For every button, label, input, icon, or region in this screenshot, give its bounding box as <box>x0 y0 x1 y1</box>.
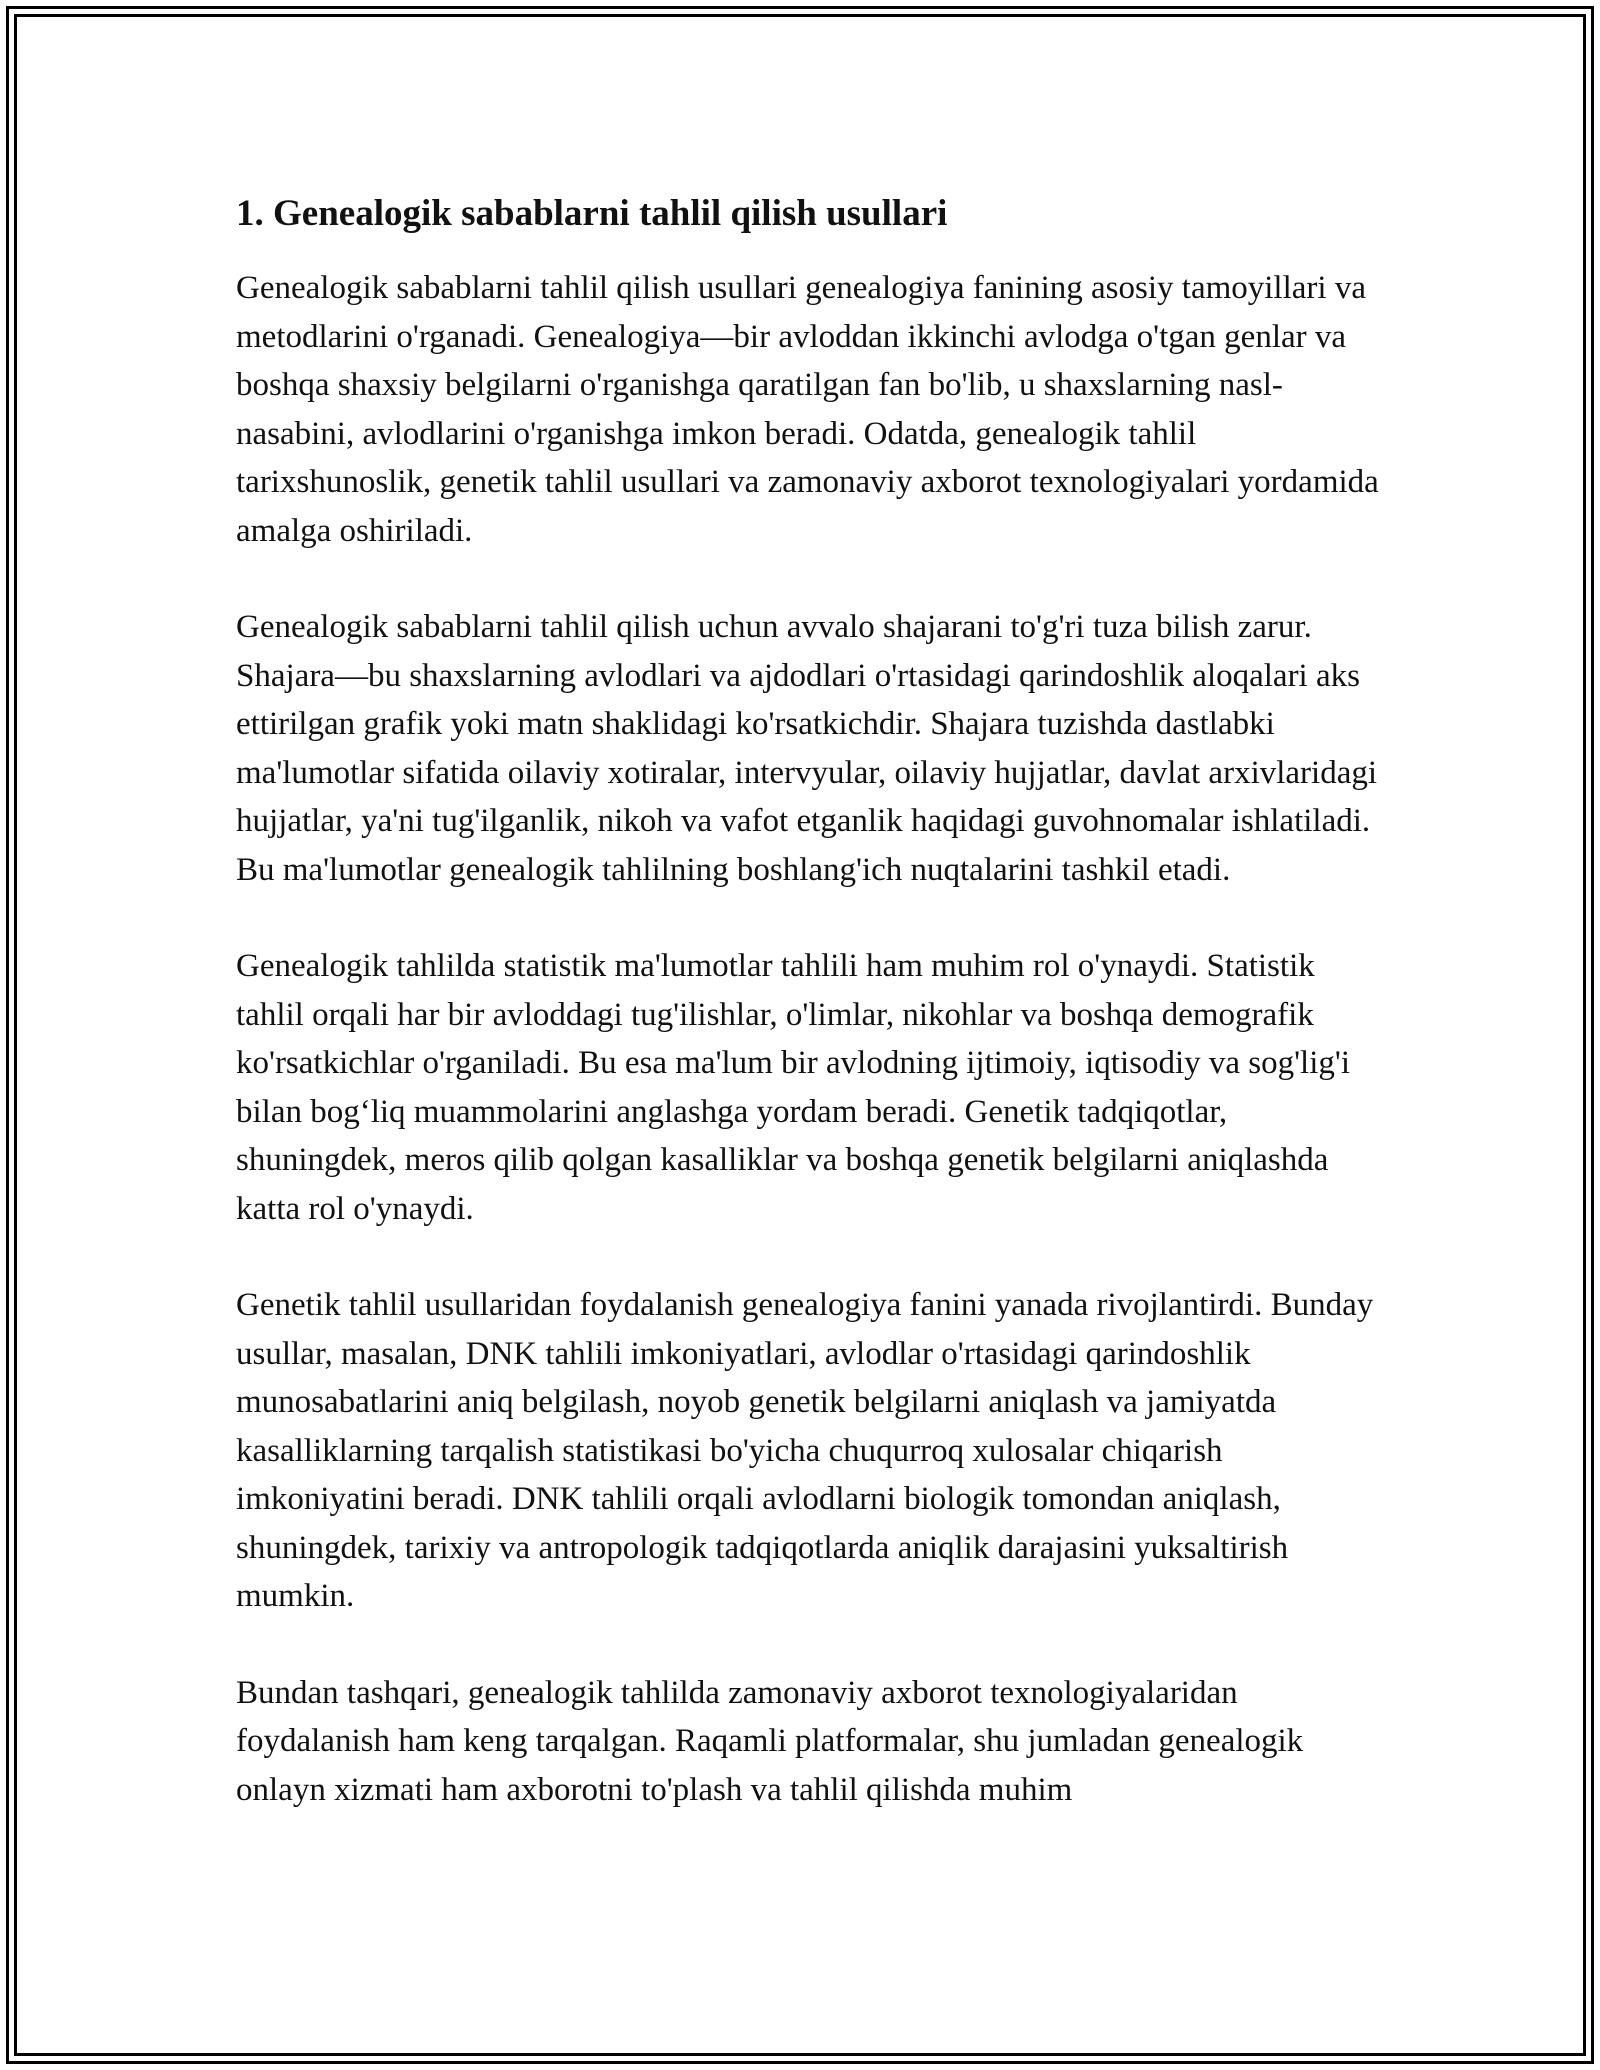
paragraph-4: Genetik tahlil usullaridan foydalanish genealogiya fanini yanada rivojlantirdi. Bunday usullar, masalan, DNK tahlili imkoniyatlari, avlodlar o'rtasidagi qarindoshlik munosabatlarini aniq belgilash, noyob genetik belgilarni aniqlash va jamiyatda kasalliklarning tarqalish statistikasi bo'yicha chuqurroq xulosalar chiqarish imkoniyatini beradi. DNK tahlili orqali avlodlarni biologik tomondan aniqlash, shuningdek, tarixiy va antropologik tadqiqotlarda aniqlik darajasini yuksaltirish mumkin. <box>236 1287 1374 1614</box>
paragraph-3: Genealogik tahlilda statistik ma'lumotlar tahlili ham muhim rol o'ynaydi. Statistik tahlil orqali har bir avloddagi tug'ilishlar, o'limlar, nikohlar va boshqa demografik ko'rsatkichlar o'rganiladi. Bu esa ma'lum bir avlodning ijtimoiy, iqtisodiy va sog'lig'i bilan bog‘liq muammolarini anglashga yordam beradi. Genetik tadqiqotlar, shuningdek, meros qilib qolgan kasalliklar va boshqa genetik belgilarni aniqlashda katta rol o'ynaydi. <box>236 948 1351 1227</box>
section-heading: 1. Genealogik sabablarni tahlil qilish usullari <box>236 193 948 234</box>
paragraph-1: Genealogik sabablarni tahlil qilish usullari genealogiya fanining asosiy tamoyillari va metodlarini o'rganadi. Genealogiya—bir avloddan ikkinchi avlodga o'tgan genlar va boshqa shaxsiy belgilarni o'rganishga qaratilgan fan bo'lib, u shaxslarning nasl-nasabini, avlodlarini o'rganishga imkon beradi. Odatda, genealogik tahlil tarixshunoslik, genetik tahlil usullari va zamonaviy axborot texnologiyalari yordamida amalga oshiriladi. <box>236 270 1379 549</box>
paragraph-2: Genealogik sabablarni tahlil qilish uchun avvalo shajarani to'g'ri tuza bilish zarur. Shajara—bu shaxslarning avlodlari va ajdodlari o'rtasidagi qarindoshlik aloqalari aks ettirilgan grafik yoki matn shaklidagi ko'rsatkichdir. Shajara tuzishda dastlabki ma'lumotlar sifatida oilaviy xotiralar, intervyular, oilaviy hujjatlar, davlat arxivlaridagi hujjatlar, ya'ni tug'ilganlik, nikoh va vafot etganlik haqidagi guvohnomalar ishlatiladi. Bu ma'lumotlar genealogik tahlilning boshlang'ich nuqtalarini tashkil etadi. <box>236 609 1378 888</box>
paragraph-5: Bundan tashqari, genealogik tahlilda zamonaviy axborot texnologiyalaridan foydalanish ham keng tarqalgan. Raqamli platformalar, shu jumladan genealogik onlayn xizmati ham axborotni to'plash va tahlil qilishda muhim <box>236 1674 1304 1808</box>
document-body <box>236 184 1386 1862</box>
